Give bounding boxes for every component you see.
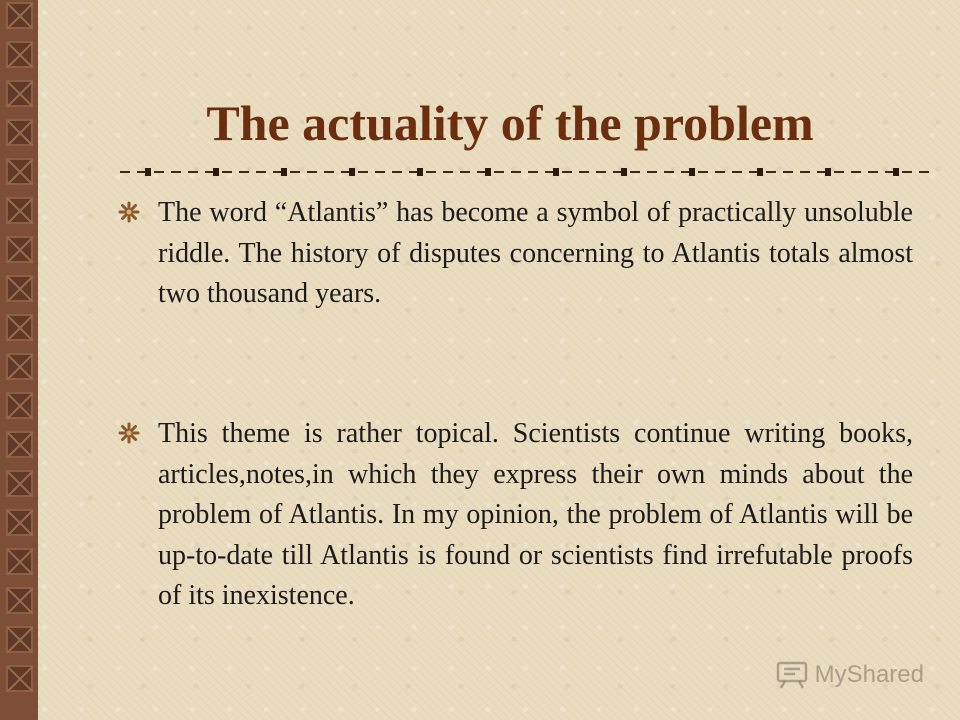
border-tile (6, 470, 33, 497)
divider-dot (213, 168, 219, 176)
border-tile (6, 587, 33, 614)
watermark-text: MyShared (814, 661, 924, 688)
divider-dot (825, 168, 831, 176)
border-tile (6, 626, 33, 653)
divider-dot (281, 168, 287, 176)
divider-dot (417, 168, 423, 176)
asterisk-flower-icon (118, 201, 140, 223)
left-decorative-border (0, 0, 38, 720)
asterisk-flower-icon (118, 422, 140, 444)
border-tile (6, 197, 33, 224)
border-tile (6, 665, 33, 692)
divider-dot (349, 168, 355, 176)
border-tile (6, 41, 33, 68)
bullet-text: This theme is rather topical. Scientists continue writing books, articles,notes,in which they express their own minds about the problem of Atlantis. In my opinion, the problem of Atlantis will be up-to-date till Atlantis is found or scientists find irrefutable proofs of its inexistence. (158, 418, 913, 611)
border-tile (6, 158, 33, 185)
bullet-item (118, 193, 913, 315)
divider-dot (893, 168, 899, 176)
border-tile (6, 275, 33, 302)
divider-dot (485, 168, 491, 176)
border-tile (6, 353, 33, 380)
border-tile (6, 509, 33, 536)
divider-dot (621, 168, 627, 176)
title-divider (120, 162, 930, 182)
border-tile (6, 392, 33, 419)
slide-title: The actuality of the problem (206, 95, 814, 151)
divider-dot (145, 168, 151, 176)
bullet-text: The word “Atlantis” has become a symbol of practically unsoluble riddle. The history of disputes concerning to Atlantis totals almost two thousand years. (158, 197, 913, 309)
border-tile (6, 431, 33, 458)
watermark (775, 660, 924, 690)
divider-dot (553, 168, 559, 176)
presentation-board-icon (775, 660, 809, 690)
divider-dot (757, 168, 763, 176)
border-tile (6, 236, 33, 263)
divider-dot (689, 168, 695, 176)
border-tile (6, 80, 33, 107)
border-tile (6, 548, 33, 575)
border-tile (6, 314, 33, 341)
bullet-item (118, 414, 913, 617)
border-tile (6, 119, 33, 146)
border-tile (6, 2, 33, 29)
